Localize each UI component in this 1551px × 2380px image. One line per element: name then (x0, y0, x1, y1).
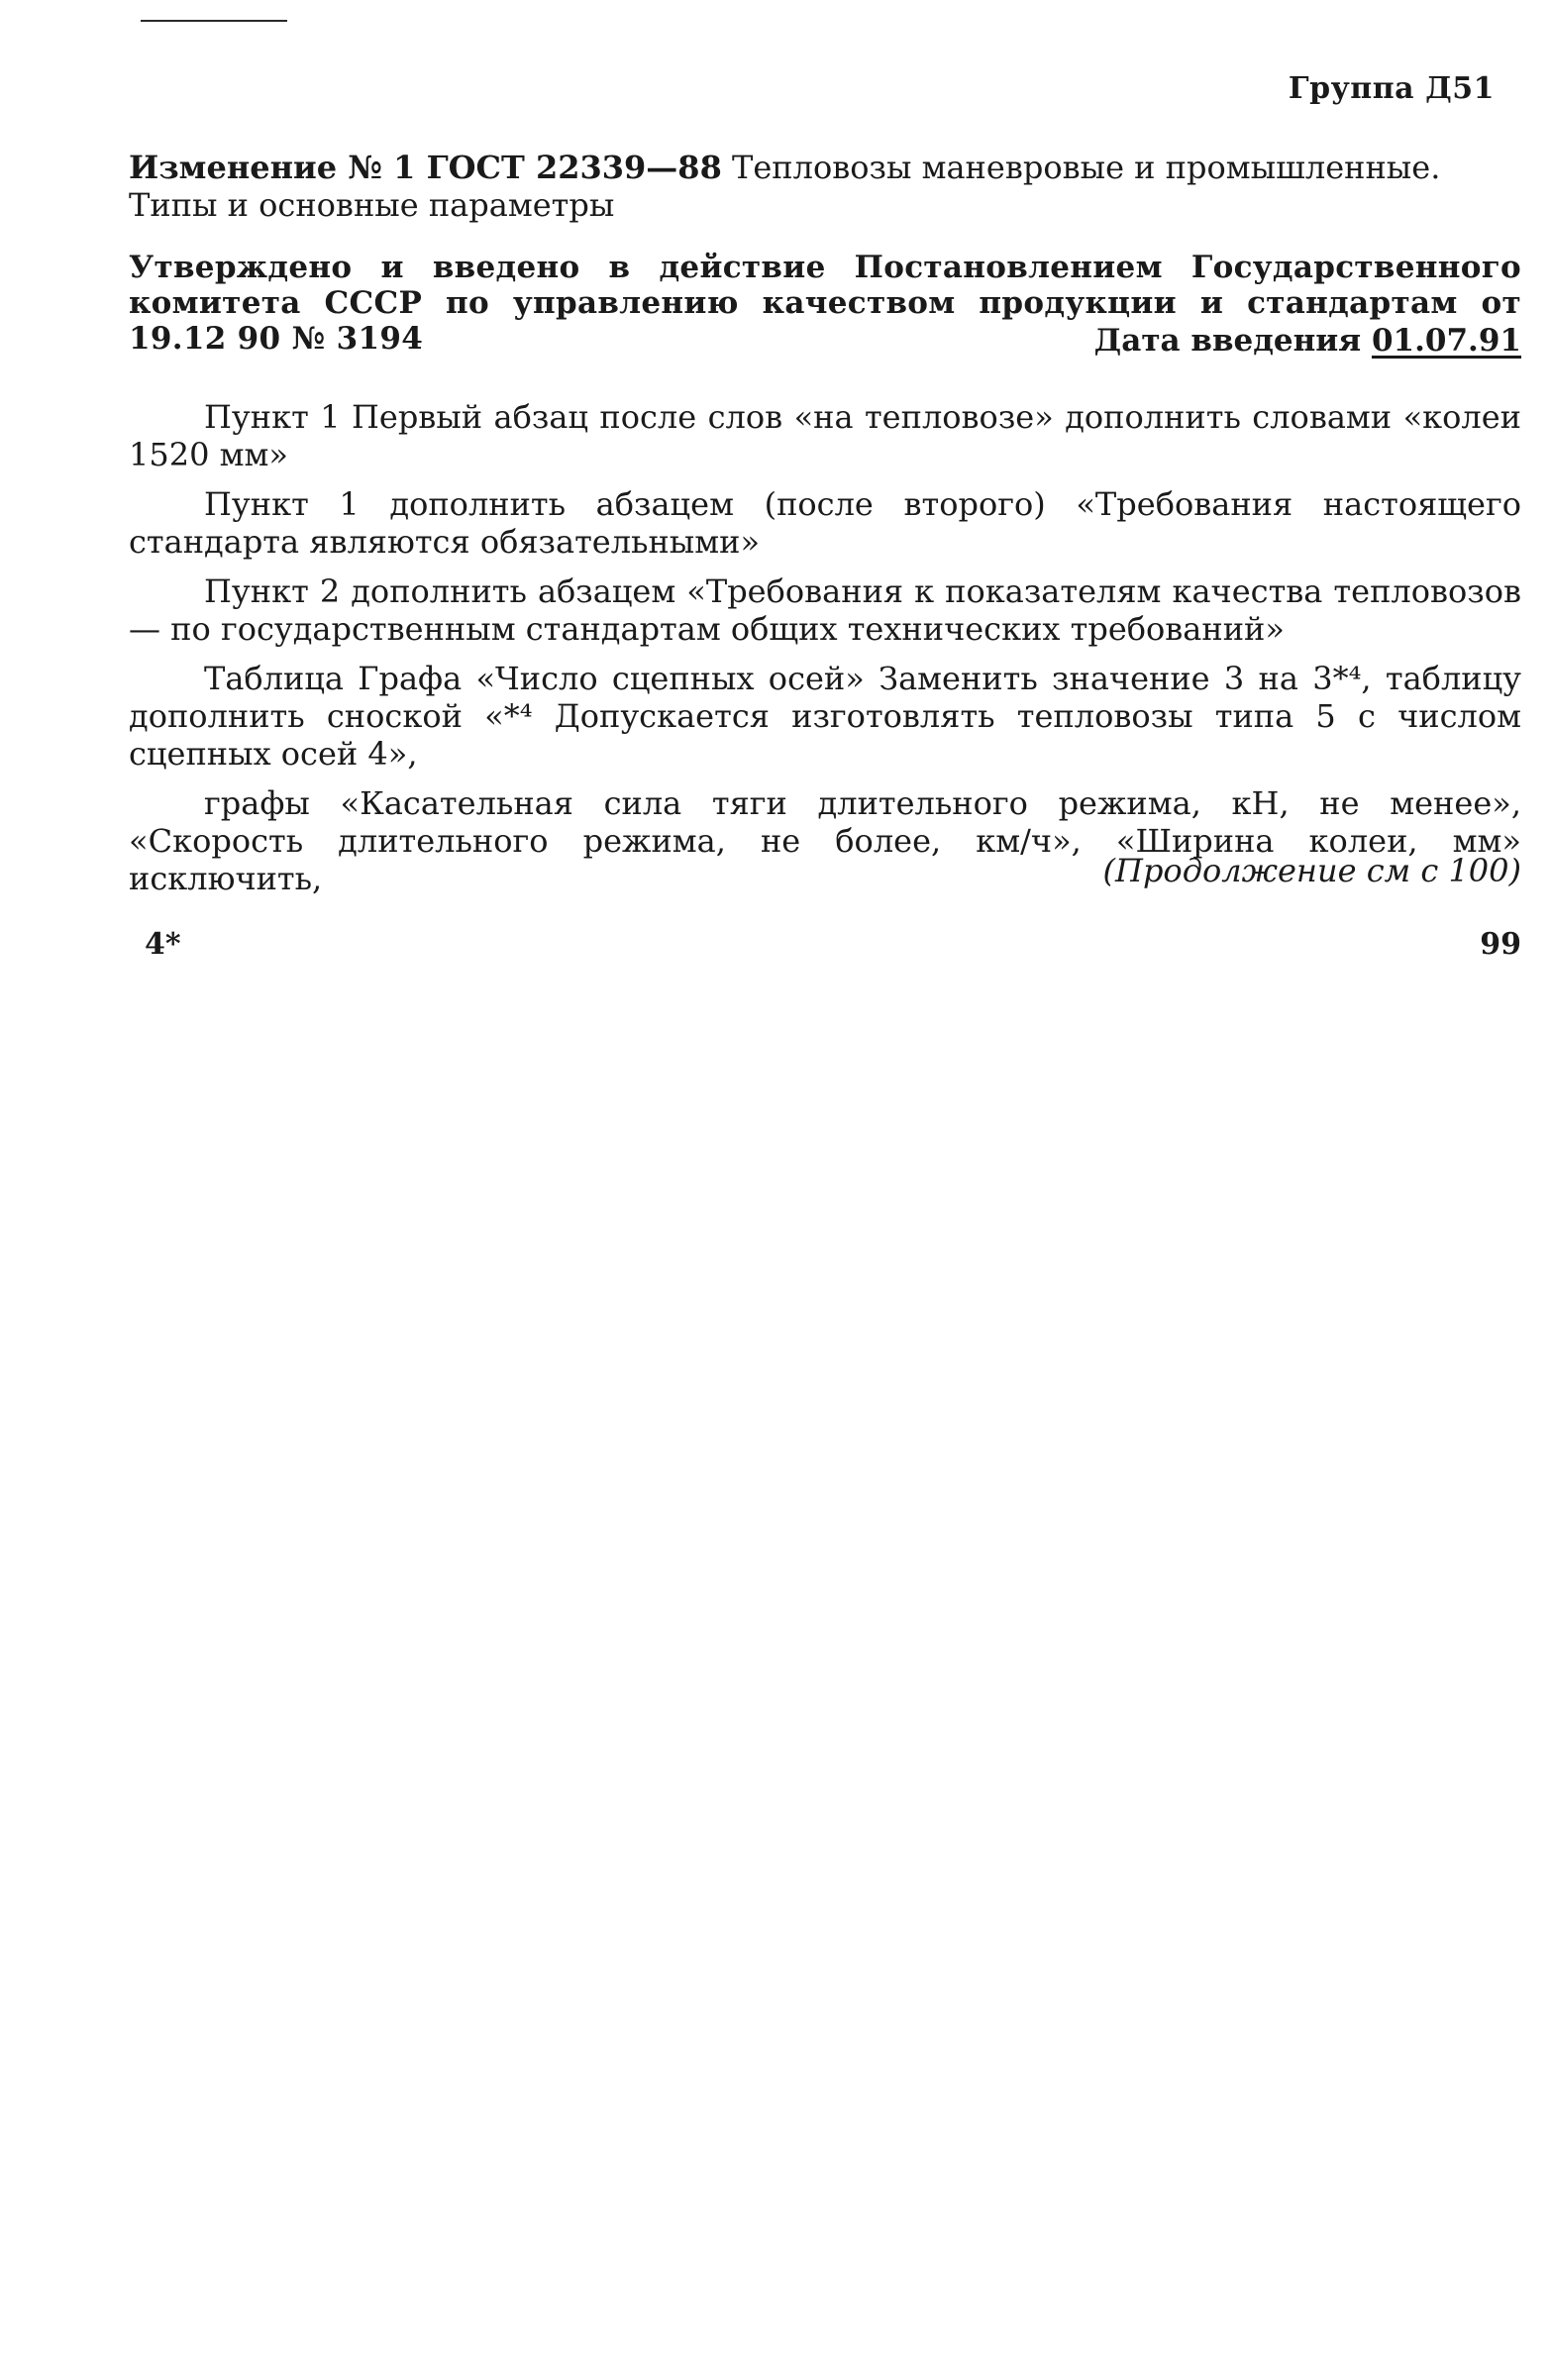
amendment-number: Изменение № 1 ГОСТ 22339—88 (129, 149, 722, 186)
page-number: 99 (1480, 927, 1521, 962)
amendment-title (129, 149, 1521, 224)
paragraph-item-1: Пункт 1 Первый абзац после слов «на тепловозе» дополнить словами «колеи 1520 мм» (129, 398, 1521, 473)
effective-date-label: Дата введения (1093, 323, 1362, 359)
continuation-note: (Продолжение см с 100) (1102, 852, 1521, 889)
approval-statement: Утверждено и введено в действие Постановлением Государственного комитета СССР по управлению качеством продукции и стандартам от 19.12 90 № 3194 (129, 250, 1521, 357)
top-rule-divider (141, 20, 287, 22)
effective-date-value: 01.07.91 (1371, 323, 1521, 359)
amendment-subject: Тепловозы маневровые и промышленные. Типы и основные параметры (129, 149, 1441, 224)
signature-mark: 4* (145, 927, 181, 962)
paragraph-item-2: Пункт 1 дополнить абзацем (после второго) «Требования настоящего стандарта являются обязательными» (129, 485, 1521, 561)
paragraph-item-4: Таблица Графа «Число сцепных осей» Заменить значение 3 на 3*⁴, таблицу дополнить сноской «*⁴ Допускается изготовлять тепловозы типа 5 с числом сцепных осей 4», (129, 660, 1521, 773)
effective-date (1094, 323, 1521, 359)
amendment-body (129, 398, 1521, 909)
paragraph-item-3: Пункт 2 дополнить абзацем «Требования к показателям качества тепловозов — по государственным стандартам общих технических требований» (129, 572, 1521, 648)
paragraph-item-5: графы «Касательная сила тяги длительного режима, кН, не менее», «Скорость длительного режима, не более, км/ч», «Ширина колеи, мм» исключить, (129, 784, 1521, 897)
group-label: Группа Д51 (1288, 71, 1495, 106)
